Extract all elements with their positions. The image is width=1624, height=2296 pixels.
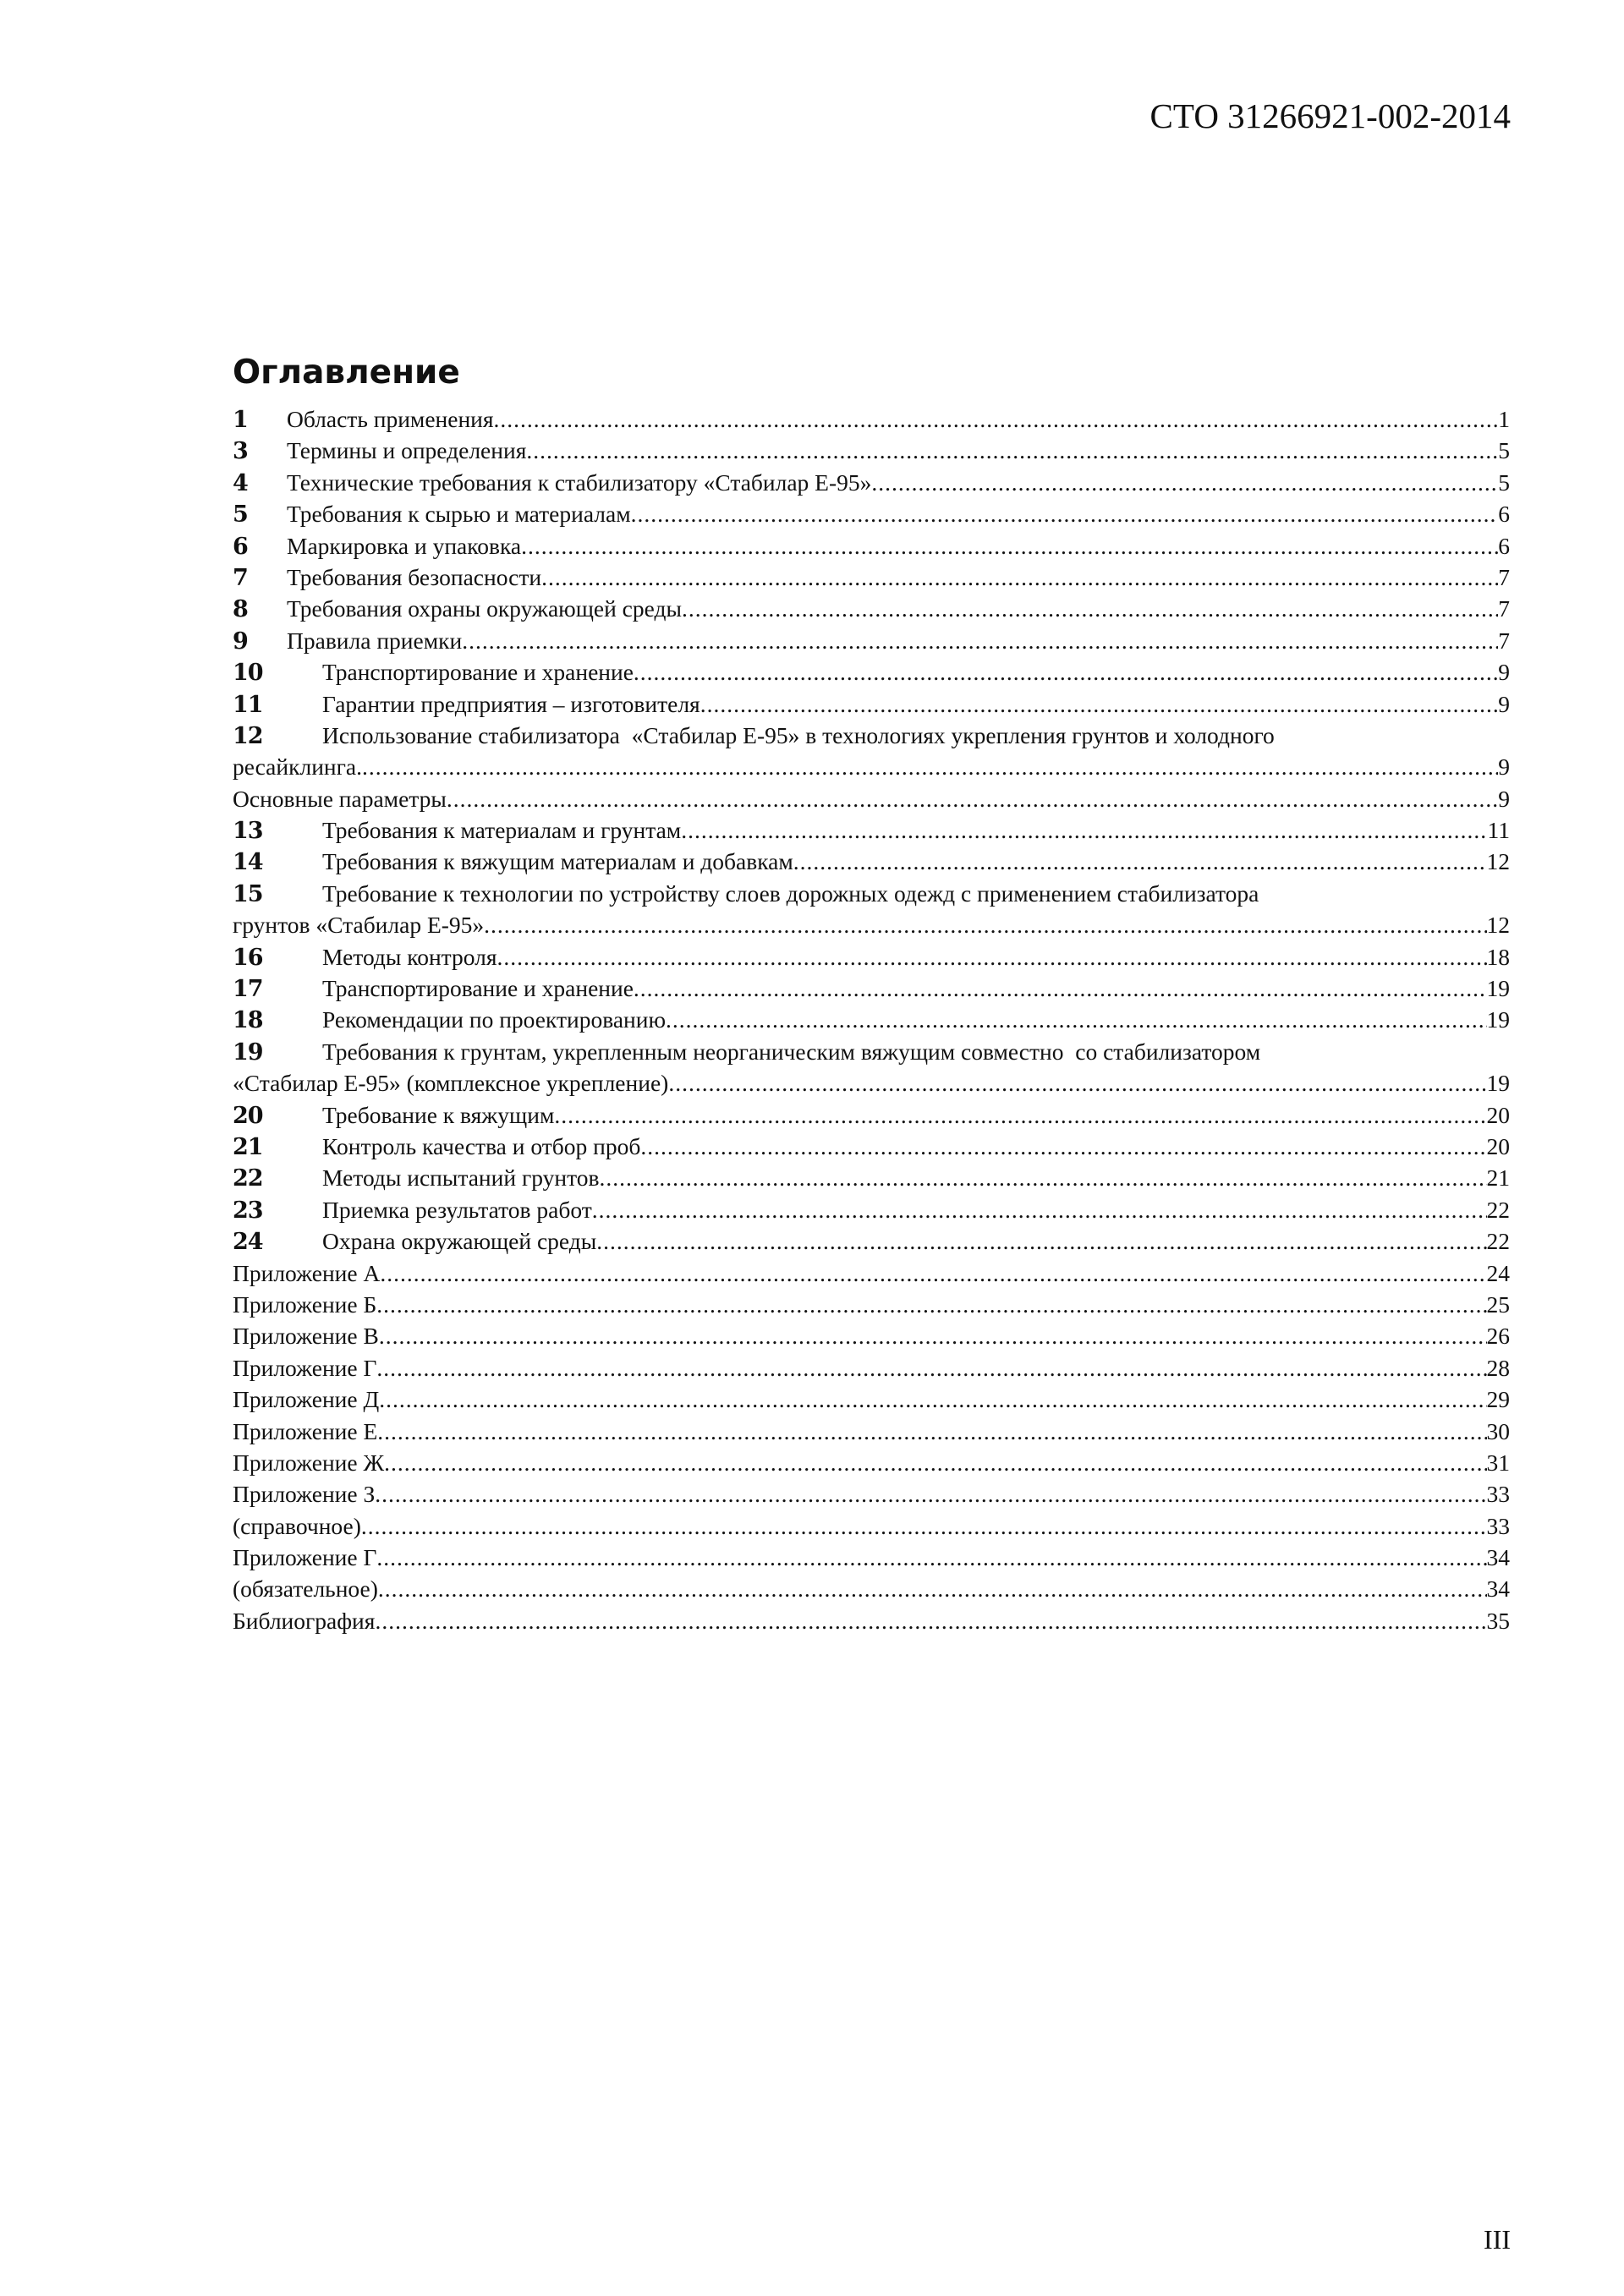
toc-entry[interactable] <box>233 1131 1510 1162</box>
toc-entry-page: 6 <box>1498 501 1510 528</box>
toc-entry[interactable] <box>233 1447 1510 1478</box>
toc-entry-title: Охрана окружающей среды <box>322 1228 597 1255</box>
toc-entry-page: 19 <box>1486 975 1510 1002</box>
toc-entry[interactable] <box>233 530 1510 562</box>
toc-entry-number: 18 <box>233 1007 263 1034</box>
toc-entry-page: 26 <box>1486 1323 1510 1350</box>
toc-entry[interactable] <box>233 1542 1510 1573</box>
toc-entry[interactable] <box>233 783 1510 814</box>
toc-entry-number: 22 <box>233 1165 263 1192</box>
toc-entry-number: 10 <box>233 660 263 687</box>
toc-dot-leader <box>447 783 1498 814</box>
toc-entry-title: Приложение Б <box>233 1290 377 1318</box>
toc-dot-leader <box>596 1225 1486 1257</box>
toc-entry-title: Приложение А <box>233 1259 381 1286</box>
toc-dot-leader <box>362 751 1498 782</box>
toc-entry[interactable] <box>233 973 1510 1004</box>
toc-entry-title: Рекомендации по проектированию <box>322 1006 667 1033</box>
toc-entry-title: Приложение В <box>233 1323 379 1350</box>
toc-entry-title: Основные параметры <box>233 785 447 812</box>
toc-entry-title: Транспортирование и хранение <box>322 975 634 1002</box>
toc-entry-number: 16 <box>233 944 263 971</box>
toc-dot-leader <box>375 1605 1486 1636</box>
toc-entry[interactable] <box>233 593 1510 624</box>
toc-entry-page: 6 <box>1498 532 1510 559</box>
toc-entry-title: Методы контроля <box>322 943 497 970</box>
toc-entry-page: 29 <box>1486 1386 1510 1413</box>
toc-entry-page: 7 <box>1498 563 1510 590</box>
toc-dot-leader <box>377 1416 1486 1447</box>
toc-dot-leader <box>376 1542 1486 1573</box>
toc-entry[interactable] <box>233 688 1510 720</box>
toc-entry-number: 8 <box>233 596 248 623</box>
toc-entry-page: 28 <box>1486 1354 1510 1381</box>
toc-entry-title: Требование к вяжущим <box>322 1101 555 1128</box>
toc-entry[interactable] <box>233 1510 1510 1542</box>
toc-entry[interactable] <box>233 1320 1510 1351</box>
toc-entry[interactable] <box>233 814 1510 846</box>
toc-entry[interactable] <box>233 1067 1510 1099</box>
toc-entry-title: Транспортирование и хранение <box>322 659 634 686</box>
toc-entry[interactable] <box>233 1478 1510 1510</box>
toc-entry-title: Приложение Д <box>233 1386 380 1413</box>
toc-entry-title: Область применения <box>287 406 494 432</box>
toc-entry-page: 34 <box>1486 1544 1510 1571</box>
toc-entry[interactable] <box>233 751 1510 782</box>
toc-entry[interactable] <box>233 1605 1510 1636</box>
toc-entry[interactable] <box>233 1004 1510 1035</box>
toc-entry[interactable] <box>233 562 1510 593</box>
toc-entry-page: 9 <box>1498 690 1510 717</box>
toc-entry-page: 1 <box>1498 406 1510 432</box>
toc-dot-leader <box>592 1194 1487 1225</box>
toc-entry-page: 5 <box>1498 437 1510 464</box>
toc-entry[interactable] <box>233 909 1510 940</box>
toc-entry-title: ресайклинга. <box>233 753 362 781</box>
toc-entry-number: 13 <box>233 818 263 845</box>
toc-dot-leader <box>376 1352 1486 1384</box>
toc-entry[interactable] <box>233 720 1510 751</box>
toc-dot-leader <box>375 1478 1486 1510</box>
toc-entry-number: 11 <box>233 691 263 718</box>
toc-dot-leader <box>384 1447 1486 1478</box>
toc-entry-title: Контроль качества и отбор проб <box>322 1132 641 1159</box>
toc-entry-number: 19 <box>233 1038 263 1066</box>
toc-entry[interactable] <box>233 1384 1510 1415</box>
toc-entry-title: Методы испытаний грунтов <box>322 1164 600 1192</box>
toc-entry-title: Правила приемки <box>287 627 463 654</box>
toc-entry-title: Приложение Г <box>233 1544 377 1571</box>
toc-dot-leader <box>380 1258 1486 1289</box>
toc-entry-number: 23 <box>233 1197 263 1224</box>
toc-entry-page: 21 <box>1486 1164 1510 1192</box>
toc-entry-title: Технические требования к стабилизатору «Стабилар Е-95» <box>287 469 872 496</box>
toc-entry-page: 22 <box>1486 1228 1510 1255</box>
page-number: III <box>1484 2224 1511 2255</box>
toc-entry-page: 25 <box>1486 1290 1510 1318</box>
toc-entry-number: 17 <box>233 976 263 1003</box>
toc-entry[interactable] <box>233 1194 1510 1225</box>
toc-entry-page: 18 <box>1486 943 1510 970</box>
toc-entry-title: Использование стабилизатора «Стабилар Е-95» в технологиях укрепления грунтов и холодного <box>322 721 1275 748</box>
toc-dot-leader <box>668 1067 1486 1099</box>
toc-entry[interactable] <box>233 403 1510 435</box>
toc-dot-leader <box>700 688 1499 720</box>
toc-entry-number: 4 <box>233 469 248 496</box>
toc-entry-title: Требования к вяжущим материалам и добавкам <box>322 848 793 875</box>
toc-entry[interactable] <box>233 1225 1510 1257</box>
toc-entry-title: «Стабилар Е-95» (комплексное укрепление) <box>233 1070 669 1097</box>
toc-entry-number: 1 <box>233 407 248 433</box>
toc-entry-page: 5 <box>1498 469 1510 496</box>
toc-dot-leader <box>361 1510 1487 1542</box>
toc-entry-page: 12 <box>1486 912 1510 939</box>
toc-dot-leader <box>521 530 1498 562</box>
toc-entry-page: 34 <box>1486 1575 1510 1603</box>
toc-entry[interactable] <box>233 1036 1510 1067</box>
toc-entry-title: Приложение Е <box>233 1417 378 1444</box>
toc-entry-title: грунтов «Стабилар Е-95» <box>233 912 485 939</box>
toc-entry-title: (обязательное) <box>233 1575 378 1603</box>
toc-title: Оглавление <box>233 353 460 392</box>
toc-entry-title: Требования к грунтам, укрепленным неорганическим вяжущим совместно со стабилизатором <box>322 1038 1261 1065</box>
toc-entry-number: 15 <box>233 880 263 907</box>
toc-entry-page: 33 <box>1486 1512 1510 1539</box>
toc-entry-page: 9 <box>1498 659 1510 686</box>
toc-entry[interactable] <box>233 467 1510 498</box>
toc-entry-title: Библиография <box>233 1607 376 1634</box>
toc-entry-page: 12 <box>1486 848 1510 875</box>
toc-entry-number: 6 <box>233 533 248 560</box>
toc-dot-leader <box>379 1320 1487 1351</box>
toc-dot-leader <box>484 909 1486 940</box>
toc-entry[interactable] <box>233 1289 1510 1320</box>
document-code: СТО 31266921-002-2014 <box>1149 96 1511 135</box>
toc-entry-title: Приложение З <box>233 1481 376 1508</box>
toc-entry[interactable] <box>233 1573 1510 1604</box>
toc-dot-leader <box>682 593 1498 624</box>
toc-entry[interactable] <box>233 1162 1510 1193</box>
toc-entry-number: 21 <box>233 1133 263 1160</box>
toc-dot-leader <box>666 1004 1486 1035</box>
toc-entry[interactable] <box>233 846 1510 877</box>
toc-dot-leader <box>378 1573 1487 1604</box>
toc-dot-leader <box>871 467 1498 498</box>
toc-entry-title: Приложение Г <box>233 1354 377 1381</box>
toc-entry[interactable] <box>233 435 1510 466</box>
toc-entry-page: 22 <box>1486 1196 1510 1223</box>
toc-entry-number: 5 <box>233 501 248 529</box>
toc-dot-leader <box>640 1131 1486 1162</box>
toc-entry[interactable] <box>233 625 1510 656</box>
toc-entry-page: 11 <box>1487 817 1510 844</box>
toc-dot-leader <box>376 1289 1486 1320</box>
toc-entry-number: 12 <box>233 722 263 749</box>
toc-entry-title: Маркировка и упаковка <box>287 532 522 559</box>
toc-entry-page: 19 <box>1486 1070 1510 1097</box>
toc-entry-number: 14 <box>233 849 263 876</box>
toc-entry-page: 33 <box>1486 1481 1510 1508</box>
toc-entry-number: 7 <box>233 564 248 591</box>
toc-dot-leader <box>793 846 1487 877</box>
toc-dot-leader <box>494 403 1499 435</box>
toc-dot-leader <box>554 1099 1486 1131</box>
toc-entry-title: Термины и определения <box>287 437 527 464</box>
toc-entry-page: 35 <box>1486 1607 1510 1634</box>
toc-entry-page: 9 <box>1498 785 1510 812</box>
toc-entry-page: 30 <box>1486 1417 1510 1444</box>
toc-entry-title: Приложение Ж <box>233 1449 385 1476</box>
toc-entry[interactable] <box>233 878 1510 909</box>
toc-entry[interactable] <box>233 1099 1510 1131</box>
toc-dot-leader <box>541 562 1498 593</box>
toc-dot-leader <box>497 941 1487 973</box>
toc-entry-title: Требования к материалам и грунтам <box>322 817 682 844</box>
toc-entry-title: Приемка результатов работ <box>322 1196 592 1223</box>
toc-dot-leader <box>631 498 1499 529</box>
toc-dot-leader <box>634 973 1487 1004</box>
toc-entry[interactable] <box>233 1416 1510 1447</box>
toc-entry-number: 24 <box>233 1229 263 1256</box>
toc-dot-leader <box>599 1162 1486 1193</box>
toc-entry-title: Требование к технологии по устройству слоев дорожных одежд с применением стабилизатора <box>322 879 1259 907</box>
toc-dot-leader <box>526 435 1498 466</box>
toc-entry-page: 9 <box>1498 753 1510 781</box>
table-of-contents <box>233 403 1510 1636</box>
toc-entry-page: 20 <box>1486 1101 1510 1128</box>
toc-entry[interactable] <box>233 1352 1510 1384</box>
toc-entry-page: 19 <box>1486 1006 1510 1033</box>
toc-entry-title: Требования безопасности <box>287 563 542 590</box>
toc-dot-leader <box>681 814 1487 846</box>
toc-entry-page: 24 <box>1486 1259 1510 1286</box>
toc-entry-page: 31 <box>1486 1449 1510 1476</box>
toc-entry-title: Гарантии предприятия – изготовителя <box>322 690 700 717</box>
toc-entry-page: 7 <box>1498 627 1510 654</box>
toc-entry-page: 7 <box>1498 595 1510 622</box>
toc-entry-title: Требования охраны окружающей среды <box>287 595 682 622</box>
toc-entry[interactable] <box>233 498 1510 529</box>
toc-dot-leader <box>379 1384 1486 1415</box>
toc-entry[interactable] <box>233 941 1510 973</box>
toc-dot-leader <box>462 625 1498 656</box>
toc-entry-number: 9 <box>233 627 248 655</box>
toc-dot-leader <box>634 656 1498 688</box>
toc-entry-page: 20 <box>1486 1132 1510 1159</box>
toc-entry[interactable] <box>233 656 1510 688</box>
toc-entry-title: Требования к сырью и материалам <box>287 501 631 528</box>
toc-entry[interactable] <box>233 1258 1510 1289</box>
toc-entry-number: 20 <box>233 1102 263 1129</box>
toc-entry-number: 3 <box>233 438 248 465</box>
toc-entry-title: (справочное) <box>233 1512 361 1539</box>
